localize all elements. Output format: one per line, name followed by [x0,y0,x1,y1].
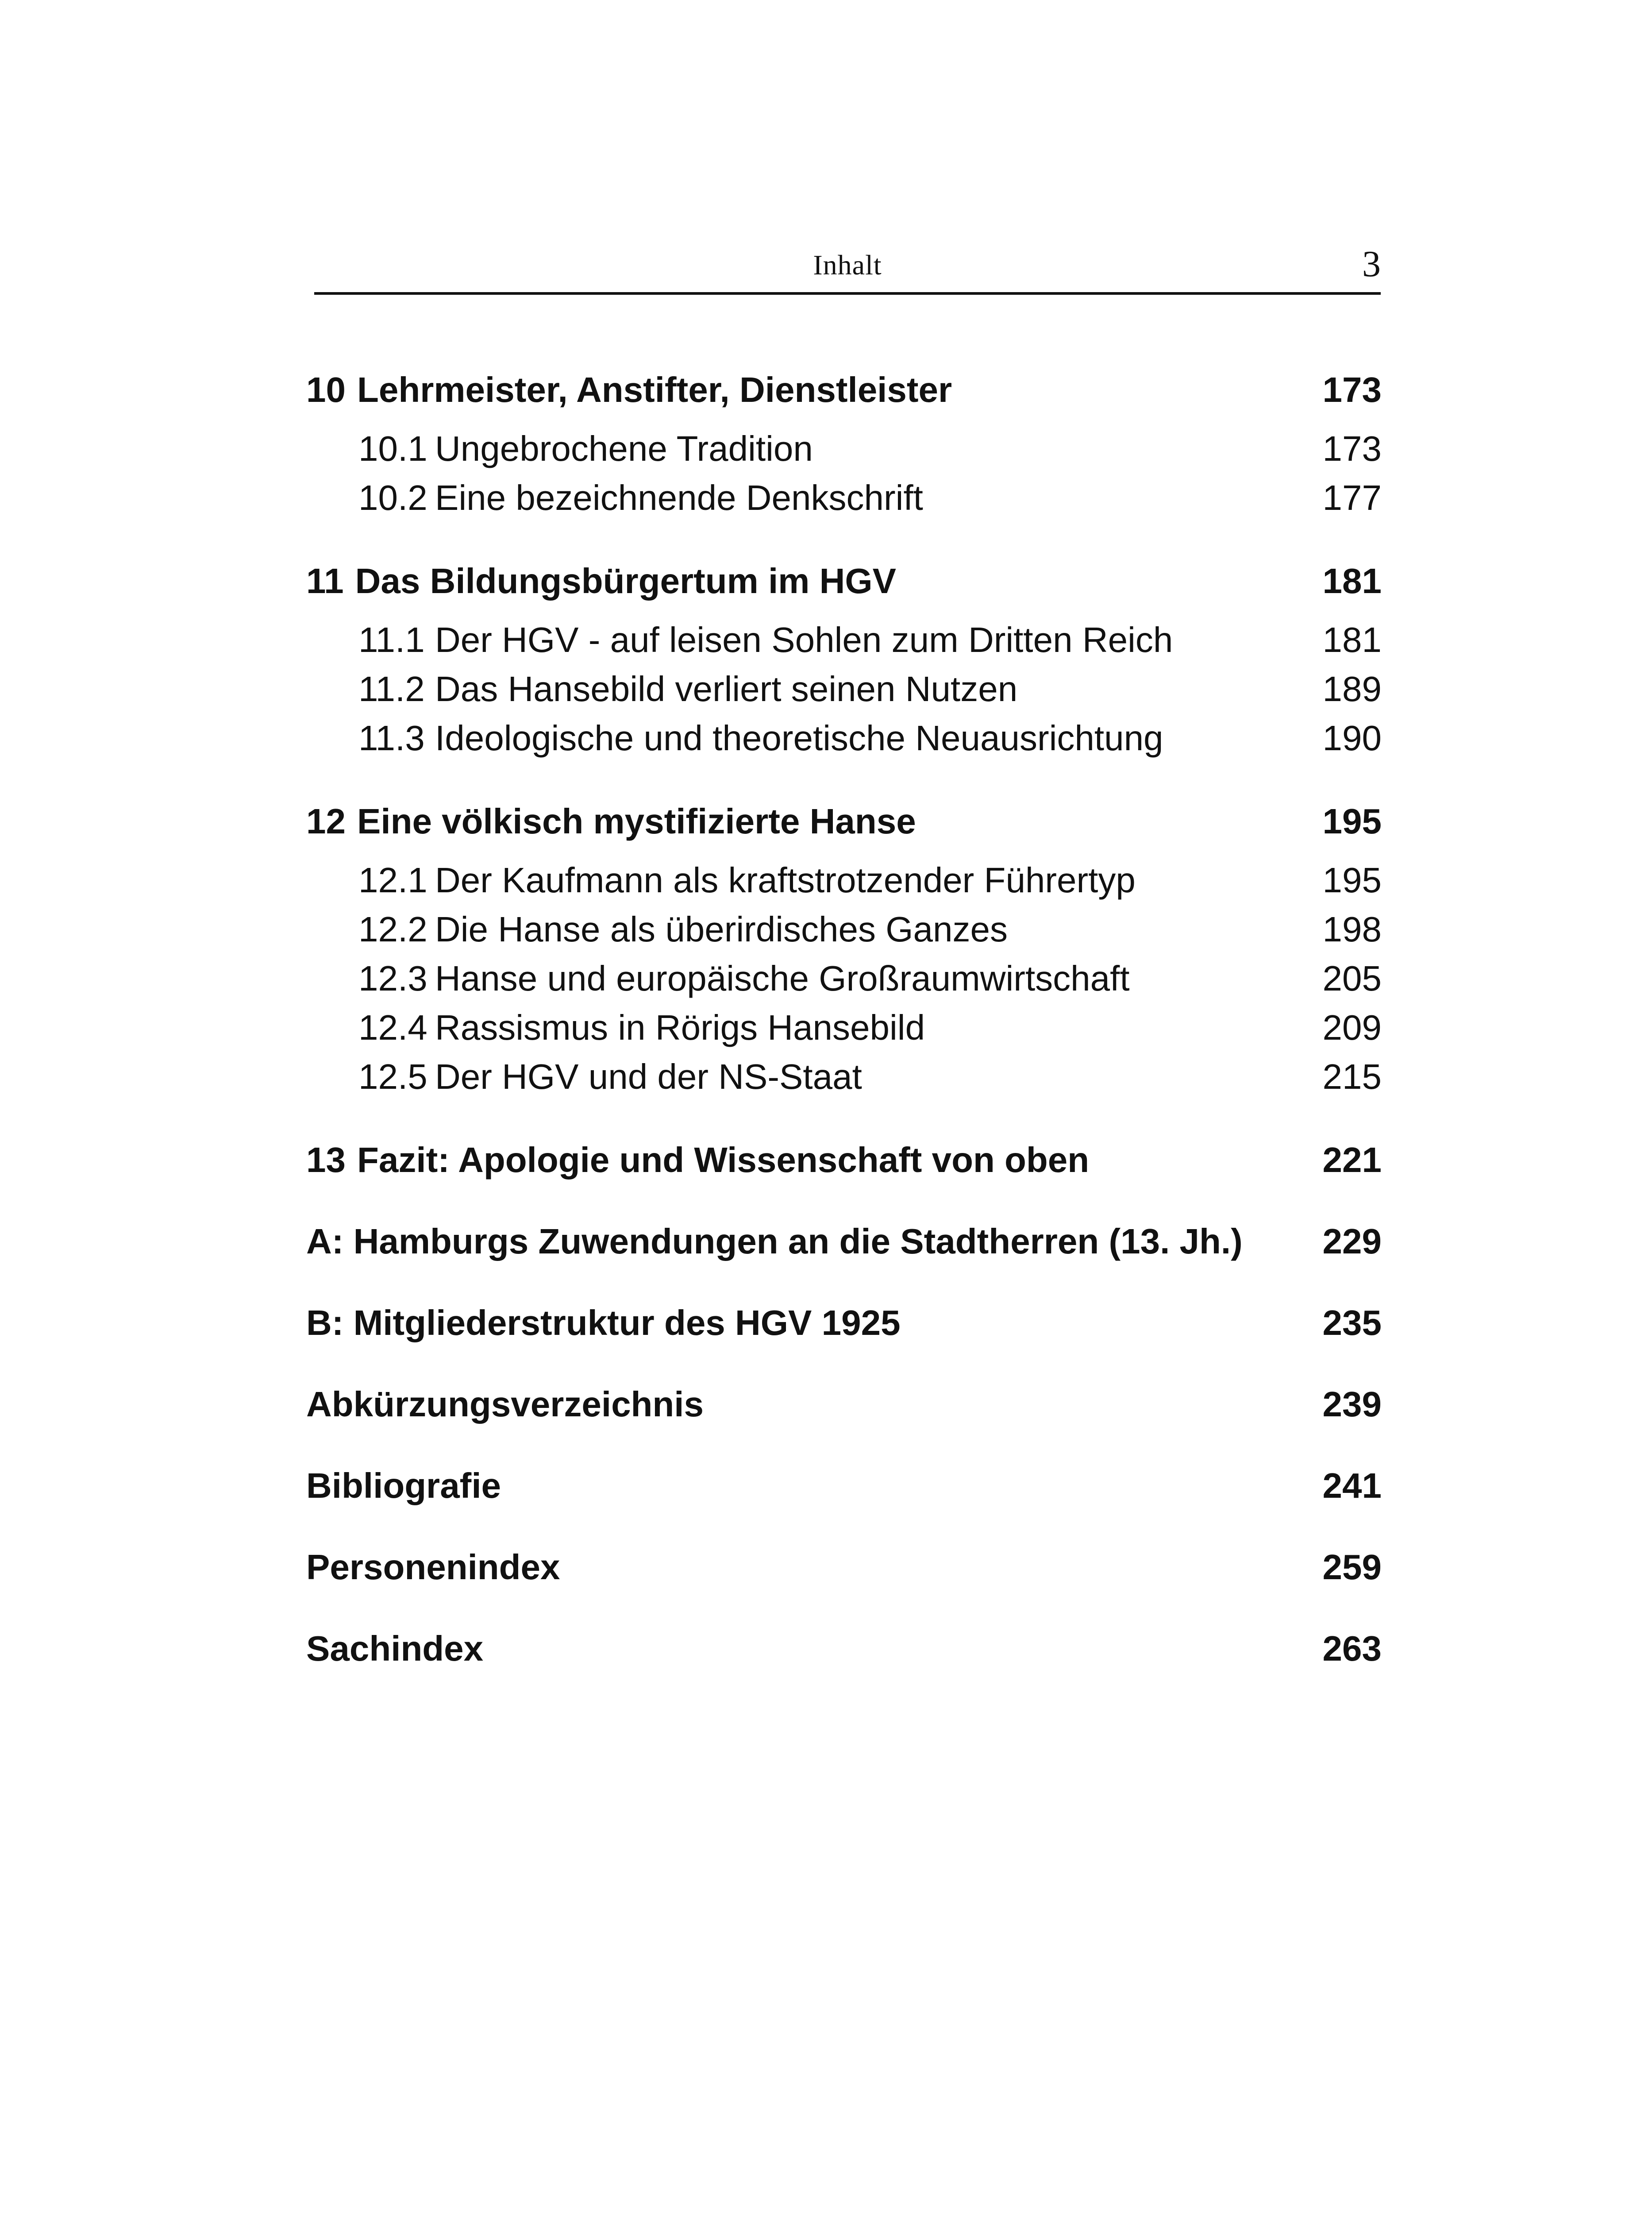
section-title: Eine bezeichnende Denkschrift [435,478,923,517]
toc-page-number: 173 [1322,370,1382,409]
section-title: Die Hanse als überirdisches Ganzes [435,910,1008,949]
toc-entry-title [306,363,952,417]
toc-page-number: 205 [1322,959,1382,998]
toc-page-number: 195 [1322,802,1382,841]
toc-page-number: 259 [1322,1547,1382,1587]
toc-page-number: 229 [1322,1222,1382,1261]
header-page-number: 3 [1362,243,1381,285]
toc-entry[interactable] [306,1214,1382,1268]
section-number: 12.4 [358,1008,427,1047]
toc-page-number: 235 [1322,1303,1382,1342]
toc-page-number: 181 [1322,620,1382,659]
toc-entry-title: A: Hamburgs Zuwendungen an die Stadtherren (13. Jh.) [306,1222,1243,1261]
toc-entry[interactable] [306,363,1382,417]
section-title: Hanse und europäische Großraumwirtschaft [435,959,1130,998]
chapter-title: Eine völkisch mystifizierte Hanse [357,802,916,841]
toc-chapter-11 [306,554,1382,763]
toc-page-number: 189 [1322,669,1382,709]
table-of-contents [306,363,1382,1703]
toc-page-number: 221 [1322,1140,1382,1180]
toc-appendix-b [306,1296,1382,1350]
toc-section[interactable] [306,1003,1382,1052]
section-number: 11.2 [358,669,425,709]
section-title: Ideologische und theoretische Neuausrichtung [435,718,1163,758]
toc-section[interactable] [306,905,1382,954]
toc-page-number: 215 [1322,1057,1382,1096]
toc-section[interactable] [306,664,1382,713]
toc-entry[interactable] [306,794,1382,848]
chapter-number: 10 [306,370,346,409]
toc-subject-index [306,1622,1382,1676]
section-title: Der Kaufmann als kraftstrotzender Führertyp [435,860,1136,900]
section-number: 12.2 [358,910,427,949]
chapter-title: Fazit: Apologie und Wissenschaft von oben [357,1140,1090,1180]
toc-page-number: 190 [1322,718,1382,758]
toc-section[interactable] [306,856,1382,905]
toc-entry[interactable] [306,1377,1382,1431]
toc-abbreviations [306,1377,1382,1431]
toc-page-number: 209 [1322,1008,1382,1047]
toc-entry[interactable] [306,1622,1382,1676]
section-number: 12.1 [358,860,427,900]
toc-entry[interactable] [306,1296,1382,1350]
section-number: 12.5 [358,1057,427,1096]
toc-chapter-12 [306,794,1382,1101]
toc-chapter-13 [306,1133,1382,1187]
toc-entry[interactable] [306,1540,1382,1594]
section-number: 11.1 [358,620,425,659]
toc-page-number: 198 [1322,910,1382,949]
toc-entry-title [306,1133,1089,1187]
section-title: Rassismus in Rörigs Hansebild [435,1008,925,1047]
header-title: Inhalt [813,249,882,281]
toc-page-number: 181 [1322,561,1382,601]
section-title: Der HGV - auf leisen Sohlen zum Dritten Reich [435,620,1173,659]
toc-bibliography [306,1459,1382,1513]
toc-page-number: 239 [1322,1384,1382,1424]
toc-page-number: 263 [1322,1629,1382,1668]
toc-section[interactable] [306,615,1382,664]
section-number: 10.1 [358,429,427,468]
toc-page-number: 173 [1322,429,1382,468]
section-title: Ungebrochene Tradition [435,429,813,468]
toc-person-index [306,1540,1382,1594]
toc-section[interactable] [306,713,1382,763]
toc-section[interactable] [306,954,1382,1003]
section-title: Das Hansebild verliert seinen Nutzen [435,669,1018,709]
section-number: 10.2 [358,478,427,517]
toc-entry-title [306,554,896,608]
toc-entry[interactable] [306,1459,1382,1513]
toc-appendix-a [306,1214,1382,1268]
toc-page-number: 241 [1322,1466,1382,1505]
chapter-number: 12 [306,802,346,841]
toc-chapter-10 [306,363,1382,522]
toc-section[interactable] [306,1052,1382,1101]
toc-section[interactable] [306,473,1382,522]
chapter-number: 11 [306,561,344,601]
section-number: 12.3 [358,959,427,998]
section-title: Der HGV und der NS-Staat [435,1057,862,1096]
chapter-title: Lehrmeister, Anstifter, Dienstleister [357,370,952,409]
running-header [314,239,1381,295]
toc-entry-title: Sachindex [306,1629,484,1668]
toc-entry-title: Abkürzungsverzeichnis [306,1384,704,1424]
section-number: 11.3 [358,718,425,758]
toc-entry-title: B: Mitgliederstruktur des HGV 1925 [306,1303,901,1342]
chapter-title: Das Bildungsbürgertum im HGV [355,561,896,601]
chapter-number: 13 [306,1140,346,1180]
toc-page-number: 177 [1322,478,1382,517]
toc-page-number: 195 [1322,860,1382,900]
toc-entry-title [306,794,916,848]
toc-entry[interactable] [306,554,1382,608]
toc-entry[interactable] [306,1133,1382,1187]
toc-entry-title: Bibliografie [306,1466,501,1505]
toc-entry-title: Personenindex [306,1547,560,1587]
toc-section[interactable] [306,424,1382,473]
